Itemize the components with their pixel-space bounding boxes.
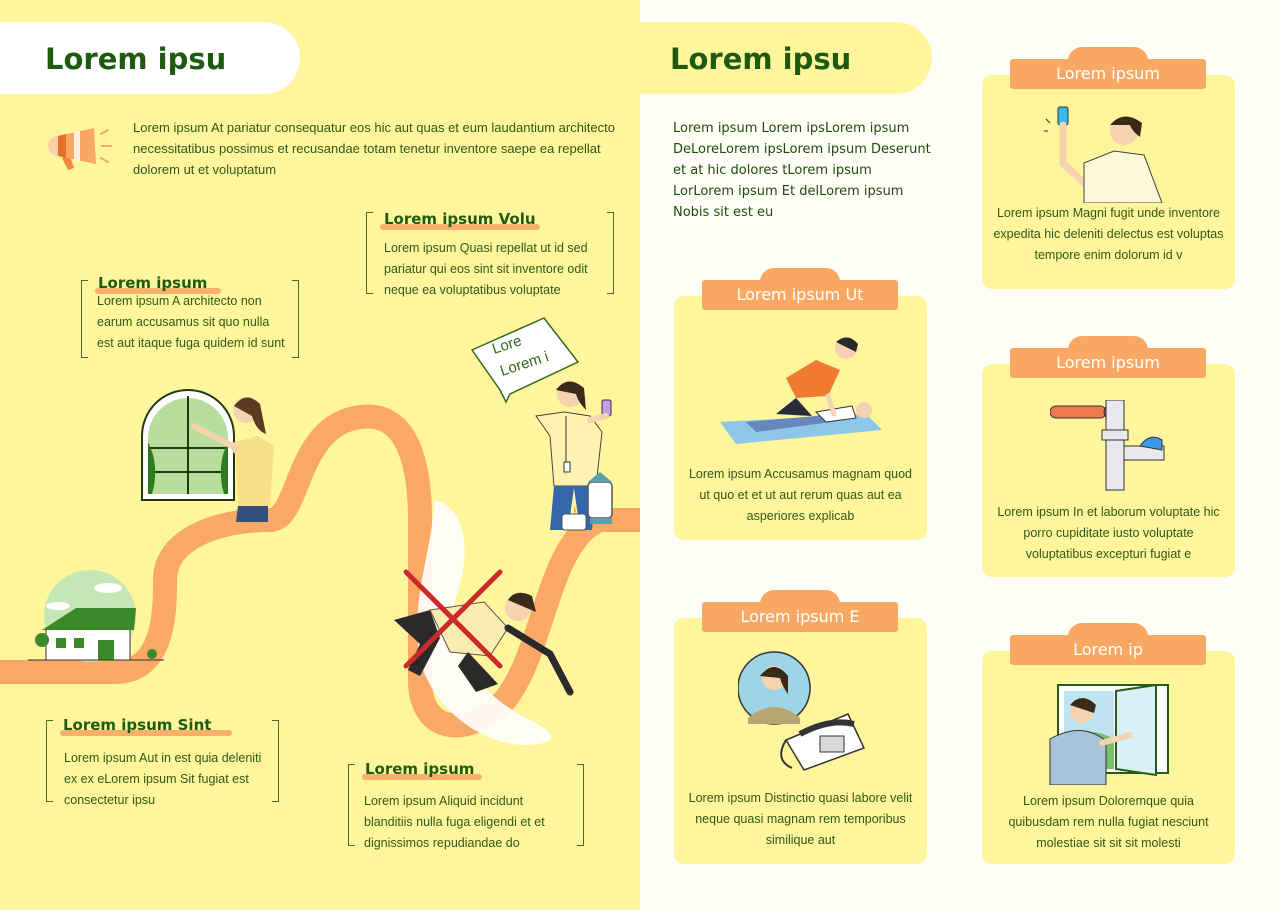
callout-heading: Lorem ipsum Sint <box>63 716 212 734</box>
slipping-person-illustration <box>390 566 590 706</box>
left-page-title: Lorem ipsu <box>45 42 227 76</box>
callout-sint <box>46 716 279 807</box>
callout-left-top <box>81 274 299 358</box>
card-tab: Lorem ipsum Ut <box>702 280 898 310</box>
svg-text:Lorem i: Lorem i <box>497 348 551 380</box>
open-window-icon <box>1046 683 1172 785</box>
telephone-icon <box>738 648 868 774</box>
card-text: Lorem ipsum In et laborum voluptate hic porro cupiditate iusto voluptate voluptatibus excepturi fugiat e <box>997 505 1220 561</box>
house-icon <box>28 570 168 670</box>
left-intro-text: Lorem ipsum At pariatur consequatur eos hic aut quas et eum laudantium architecto necessitatibus possimus et recusandae totam tenetur inventore saepe ea repellat dolorem ut et voluptatum <box>133 120 615 177</box>
card-phone-flashlight <box>982 64 1235 289</box>
closing-window-illustration <box>138 386 278 526</box>
svg-text:Lore: Lore <box>489 332 524 358</box>
megaphone-icon <box>44 124 114 172</box>
callout-heading: Lorem ipsum <box>98 274 208 292</box>
card-tab: Lorem ipsum <box>1010 59 1206 89</box>
card-gas-valve <box>982 353 1235 577</box>
card-text: Lorem ipsum Magni fugit unde inventore expedita hic deleniti delectus est voluptas tempore enim dolorum id v <box>993 206 1224 262</box>
card-cpr <box>674 285 927 540</box>
callout-text: Lorem ipsum A architecto non earum accusamus sit quo nulla est aut itaque fuga quidem id sunt <box>97 294 285 350</box>
callout-heading: Lorem ipsum <box>365 760 475 778</box>
callout-bottom <box>348 760 584 850</box>
card-tab: Lorem ipsum E <box>702 602 898 632</box>
callout-text: Lorem ipsum Aliquid incidunt blanditiis nulla fuga eligendi et et dignissimos repudiandae do <box>364 794 545 850</box>
card-text: Lorem ipsum Doloremque quia quibusdam rem nulla fugiat nesciunt molestiae sit sit sit molesti <box>1008 794 1209 850</box>
card-tab: Lorem ipsum <box>1010 348 1206 378</box>
cpr-icon <box>716 332 886 444</box>
card-open-window <box>982 640 1235 864</box>
phone-flashlight-icon <box>1044 103 1174 203</box>
right-page-title: Lorem ipsu <box>670 42 852 76</box>
callout-text: Lorem ipsum Quasi repellat ut id sed pariatur qui eos sint sit inventore odit neque ea voluptatibus voluptate <box>384 241 588 297</box>
callout-heading: Lorem ipsum Volu <box>384 210 536 228</box>
card-telephone <box>674 607 927 864</box>
gas-valve-icon <box>1050 400 1170 496</box>
phone-call-illustration <box>470 316 620 536</box>
card-text: Lorem ipsum Accusamus magnam quod ut quo et et ut aut rerum quas aut ea asperiores explicab <box>688 467 913 523</box>
card-tab: Lorem ip <box>1010 635 1206 665</box>
right-intro-text: Lorem ipsum Lorem ipsLorem ipsum DeLoreLorem ipsLorem ipsum Deserunt et at hic dolores tLorem ipsum LorLorem ipsum Et delLorem ipsum Nobis sit est eu <box>673 121 931 220</box>
callout-volu <box>366 210 614 297</box>
callout-text: Lorem ipsum Aut in est quia deleniti ex ex eLorem ipsum Sit fugiat est consectetur ipsu <box>64 751 262 807</box>
card-text: Lorem ipsum Distinctio quasi labore velit neque quasi magnam rem temporibus similique aut <box>688 791 913 847</box>
